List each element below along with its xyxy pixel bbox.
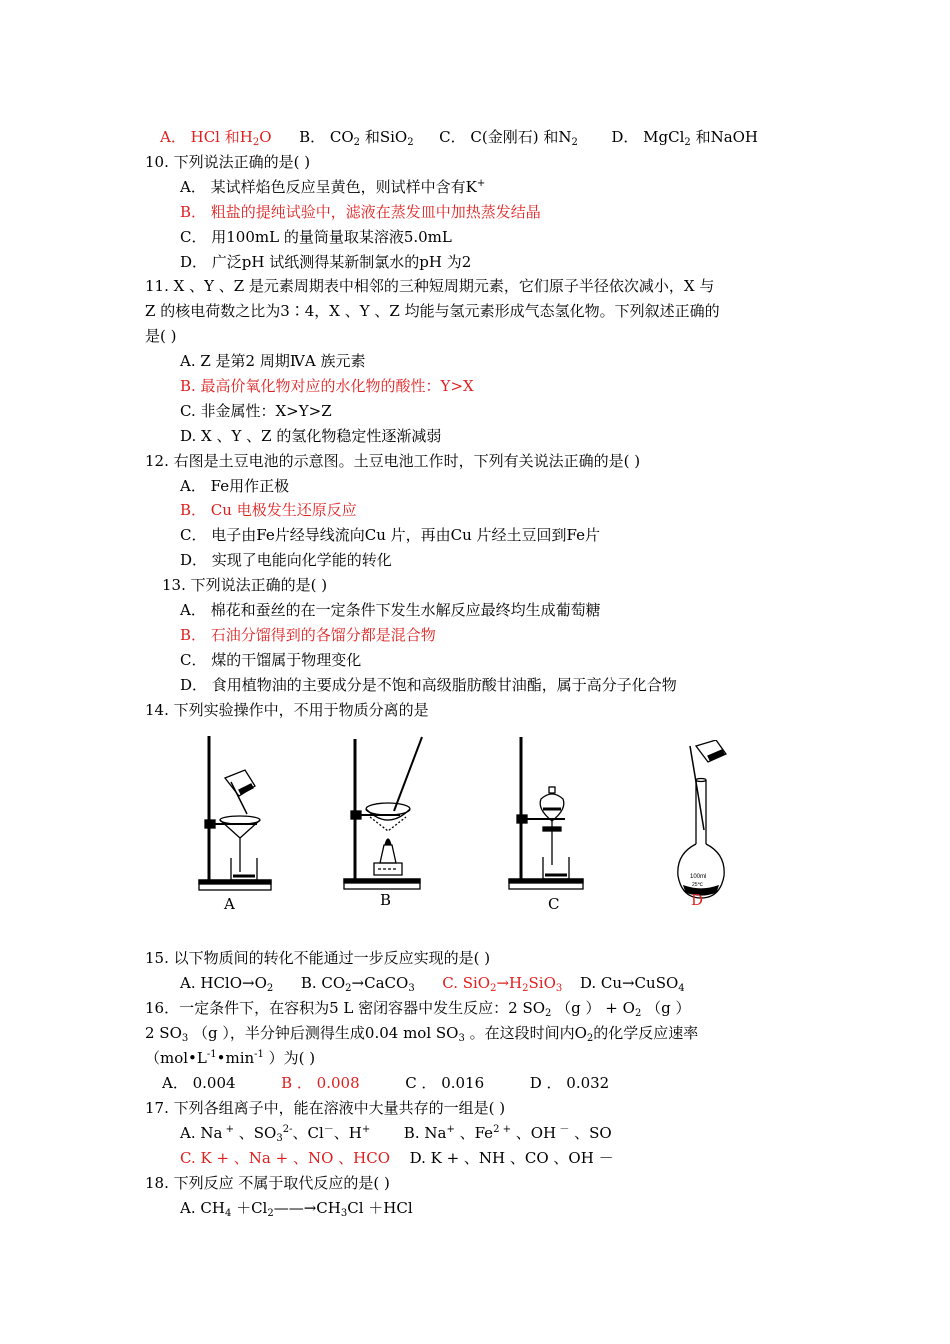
- apparatus-c-separatory-funnel: [505, 733, 595, 893]
- q14-stem: 14. 下列实验操作中，不用于物质分离的是: [145, 701, 429, 719]
- q16-stem-line1: 16．一定条件下，在容积为5 L 密闭容器中发生反应：2 $SO_2$ （g ） + $O_2$ （g ）: [145, 999, 691, 1019]
- q15-stem: 15. 以下物质间的转化不能通过一步反应实现的是( ): [145, 949, 491, 967]
- q17-option-c: C. K + 、Na + 、NO 、HCO: [180, 1149, 391, 1167]
- q13-option-a: A． 棉花和蚕丝的在一定条件下发生水解反应最终均生成葡萄糖: [180, 601, 601, 619]
- q11-stem-line2: Z 的核电荷数之比为3∶4，X 、Y 、Z 均能与氢元素形成气态氢化物。下列叙述正确的: [145, 302, 720, 320]
- q16-options: [162, 1073, 609, 1093]
- apparatus-d-label: D: [691, 891, 704, 909]
- q13-stem: 13. 下列说法正确的是( ): [162, 576, 328, 594]
- q15-option-b: B. $CO_2\to CaCO_3$: [300, 974, 415, 994]
- flask-temperature-text: 25℃: [692, 882, 704, 888]
- q10-option-a: A． 某试样焰色反应呈黄色，则试样中含有K+: [180, 178, 486, 196]
- apparatus-b-evaporation: [340, 733, 440, 893]
- q15-option-a: A. $HClO\to O_2$: [180, 974, 274, 994]
- q13-option-c: C． 煤的干馏属于物理变化: [180, 651, 362, 669]
- q9-options: [160, 127, 758, 147]
- flask-volume-text: 100ml: [690, 874, 707, 880]
- q16-option-c: C ． 0.016: [405, 1074, 485, 1092]
- q11-stem-line1: 11. X 、Y 、Z 是元素周期表中相邻的三种短周期元素，它们原子半径依次减小，X 与: [145, 277, 715, 295]
- q12-option-b: B． Cu 电极发生还原反应: [180, 501, 357, 519]
- q15-options: [180, 973, 685, 993]
- q9-option-c: C． C(金刚石) 和$N_2$: [439, 128, 578, 148]
- q17-stem: 17. 下列各组离子中，能在溶液中大量共存的一组是( ): [145, 1099, 506, 1117]
- apparatus-c-label: C: [548, 895, 560, 913]
- q16-stem-line2: 2 $SO_3$ （g ），半分钟后测得生成0.04 mol $SO_3$ 。在这段时间内$O_2$的化学反应速率: [145, 1024, 699, 1044]
- q11-option-d: D. X 、Y 、Z 的氢化物稳定性逐渐减弱: [180, 427, 442, 445]
- q9-option-a: A． HCl 和$H_2O$: [160, 128, 272, 148]
- q17-option-b: B. Na+ 、$Fe^{2 +}$ 、OH － 、SO: [403, 1124, 612, 1142]
- q16-stem-line3: （$mol•L^{-1}•\min^{-1}$ ）为( ): [145, 1049, 316, 1067]
- q12-option-d: D． 实现了电能向化学能的转化: [180, 551, 392, 569]
- q18-stem: 18. 下列反应 不属于取代反应的是( ): [145, 1174, 390, 1192]
- q12-option-a: A． Fe用作正极: [180, 477, 290, 495]
- q16-option-b: B ． 0.008: [281, 1074, 360, 1092]
- q10-option-b: B． 粗盐的提纯试验中，滤液在蒸发皿中加热蒸发结晶: [180, 203, 541, 221]
- q9-option-d: D． MgCl$_2$ 和NaOH: [611, 128, 759, 148]
- apparatus-b-label: B: [380, 891, 392, 909]
- q16-option-a: A． 0.004: [162, 1074, 236, 1092]
- q10-option-d: D． 广泛pH 试纸测得某新制氯水的pH 为2: [180, 253, 472, 271]
- q15-option-d: D. Cu→CuSO$_4$: [579, 974, 685, 994]
- q15-option-c: C. $SiO_2\to H_2SiO_3$: [442, 974, 563, 994]
- q9-option-b: B． $CO_2$ 和SiO$_2$: [299, 128, 414, 148]
- q13-option-b: B． 石油分馏得到的各馏分都是混合物: [180, 626, 436, 644]
- q17-option-a: A. Na + 、$SO_3^{2-}$、Cl－、H+: [180, 1124, 371, 1144]
- q17-option-d: D. K + 、NH 、CO 、OH －: [409, 1149, 614, 1167]
- q11-option-a: A. Z 是第2 周期ⅣA 族元素: [180, 352, 366, 370]
- q13-option-d: D． 食用植物油的主要成分是不饱和高级脂肪酸甘油酯，属于高分子化合物: [180, 676, 677, 694]
- q10-option-c: C． 用100mL 的量筒量取某溶液5.0mL: [180, 228, 452, 246]
- q12-option-c: C． 电子由Fe片经导线流向Cu 片，再由Cu 片经土豆回到Fe片: [180, 526, 600, 544]
- q11-option-b: B. 最高价氧化物对应的水化物的酸性：Y>X: [180, 377, 474, 395]
- q17-options-cd: [180, 1148, 614, 1168]
- q16-option-d: D ． 0.032: [529, 1074, 610, 1092]
- q11-option-c: C. 非金属性：X>Y>Z: [180, 402, 332, 420]
- q11-stem-line3: 是( ): [145, 327, 177, 345]
- apparatus-d-volumetric-flask: [672, 740, 742, 900]
- apparatus-a-filtration: [195, 730, 275, 900]
- q18-option-a: A. $CH_4$ $+Cl_2——\to CH_3Cl +HCl$: [180, 1199, 413, 1219]
- apparatus-a-label: A: [224, 895, 235, 913]
- q17-options-ab: [180, 1123, 612, 1143]
- q12-stem: 12. 右图是土豆电池的示意图。土豆电池工作时，下列有关说法正确的是( ): [145, 452, 641, 470]
- q10-stem: 10. 下列说法正确的是( ): [145, 153, 311, 171]
